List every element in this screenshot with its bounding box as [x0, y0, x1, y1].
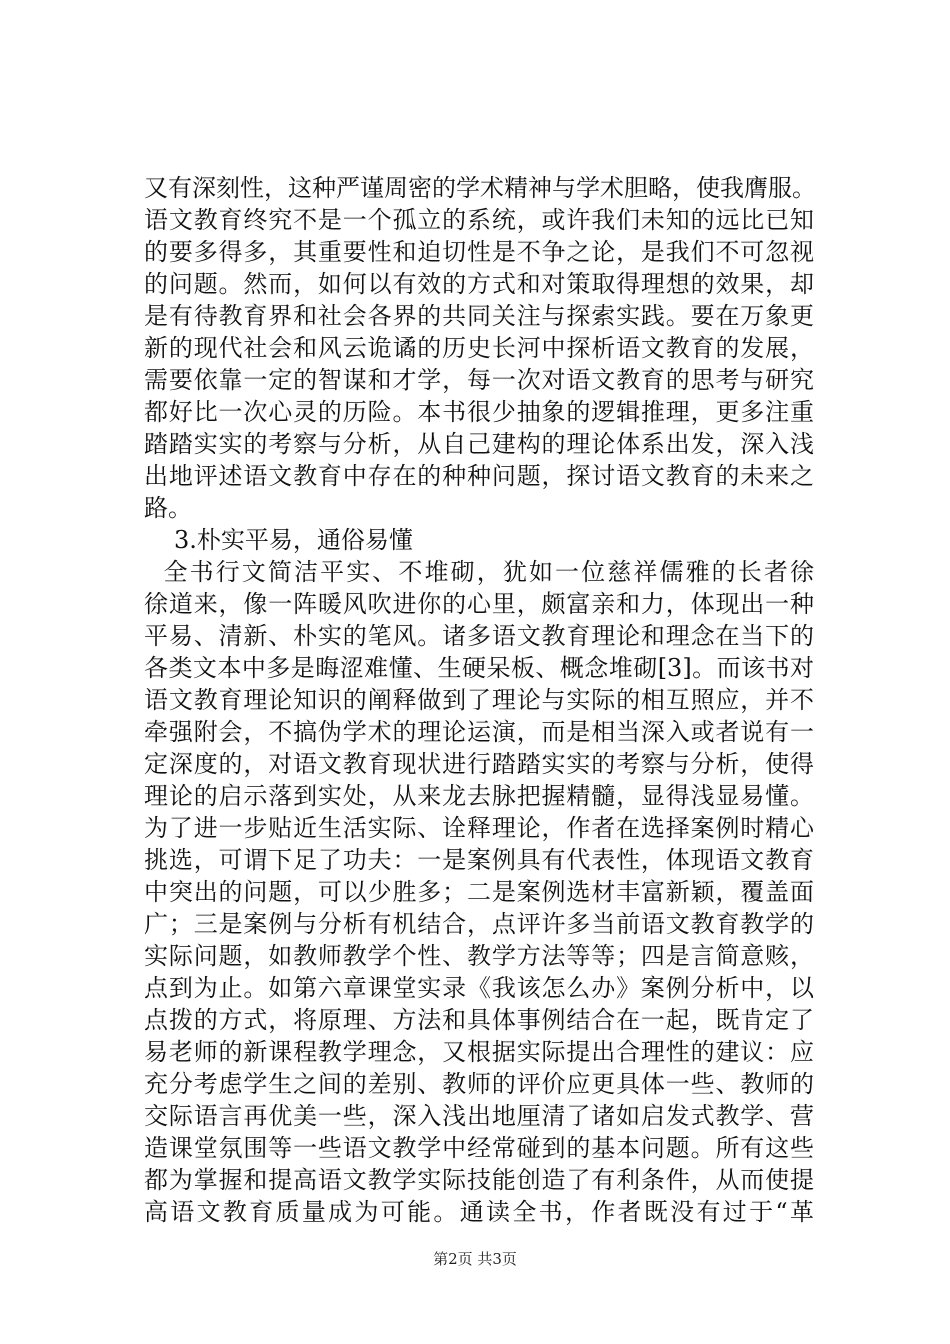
text-line: 牵强附会，不搞伪学术的理论运演，而是相当深入或者说有一 [144, 718, 814, 746]
text-line: 各类文本中多是晦涩难懂、生硬呆板、概念堆砌[3]。而该书对 [144, 654, 814, 682]
text-line: 定深度的，对语文教育现状进行踏踏实实的考察与分析，使得 [144, 750, 814, 778]
text-line: 平易、清新、朴实的笔风。诸多语文教育理论和理念在当下的 [144, 622, 814, 650]
text-line: 是有待教育界和社会各界的共同关注与探索实践。要在万象更 [144, 302, 814, 330]
text-line: 充分考虑学生之间的差别、教师的评价应更具体一些、教师的 [144, 1070, 814, 1098]
text-line: 广；三是案例与分析有机结合，点评许多当前语文教育教学的 [144, 910, 814, 938]
text-line: 挑选，可谓下足了功夫：一是案例具有代表性，体现语文教育 [144, 846, 814, 874]
text-line: 路。 [144, 494, 192, 522]
text-line: 全书行文简洁平实、不堆砌，犹如一位慈祥儒雅的长者徐 [144, 558, 814, 586]
text-line: 出地评述语文教育中存在的种种问题，探讨语文教育的未来之 [144, 462, 814, 490]
text-line: 的问题。然而，如何以有效的方式和对策取得理想的效果，却 [144, 270, 814, 298]
section-heading: 3.朴实平易，通俗易懂 [174, 526, 413, 554]
page-footer: 第2页 共3页 [433, 1250, 517, 1268]
text-line: 点到为止。如第六章课堂实录《我该怎么办》案例分析中，以 [144, 974, 814, 1002]
text-line: 易老师的新课程教学理念，又根据实际提出合理性的建议：应 [144, 1038, 814, 1066]
text-line: 都好比一次心灵的历险。本书很少抽象的逻辑推理，更多注重 [144, 398, 814, 426]
text-line: 点拨的方式，将原理、方法和具体事例结合在一起，既肯定了 [144, 1006, 814, 1034]
text-line: 理论的启示落到实处，从来龙去脉把握精髓，显得浅显易懂。 [144, 782, 814, 810]
body-text [144, 172, 814, 1228]
text-line: 都为掌握和提高语文教学实际技能创造了有利条件，从而使提 [144, 1166, 814, 1194]
text-line: 需要依靠一定的智谋和才学，每一次对语文教育的思考与研究 [144, 366, 814, 394]
paragraph-2 [144, 556, 814, 1228]
text-line: 实际问题，如教师教学个性、教学方法等等；四是言简意赅， [144, 942, 814, 970]
text-line: 徐道来，像一阵暖风吹进你的心里，颇富亲和力，体现出一种 [144, 590, 814, 618]
paragraph-1 [144, 172, 814, 524]
text-line: 中突出的问题，可以少胜多；二是案例选材丰富新颖，覆盖面 [144, 878, 814, 906]
text-line: 为了进一步贴近生活实际、诠释理论，作者在选择案例时精心 [144, 814, 814, 842]
text-line: 语文教育理论知识的阐释做到了理论与实际的相互照应，并不 [144, 686, 814, 714]
text-line: 的要多得多，其重要性和迫切性是不争之论，是我们不可忽视 [144, 238, 814, 266]
text-line: 新的现代社会和风云诡谲的历史长河中探析语文教育的发展， [144, 334, 814, 362]
text-line: 又有深刻性，这种严谨周密的学术精神与学术胆略，使我膺服。 [144, 174, 816, 202]
text-line: 高语文教育质量成为可能。通读全书，作者既没有过于“革 [144, 1198, 814, 1226]
text-line: 踏踏实实的考察与分析，从自己建构的理论体系出发，深入浅 [144, 430, 814, 458]
text-line: 造课堂氛围等一些语文教学中经常碰到的基本问题。所有这些 [144, 1134, 814, 1162]
text-line: 交际语言再优美一些，深入浅出地厘清了诸如启发式教学、营 [144, 1102, 814, 1130]
text-line: 语文教育终究不是一个孤立的系统，或许我们未知的远比已知 [144, 206, 814, 234]
